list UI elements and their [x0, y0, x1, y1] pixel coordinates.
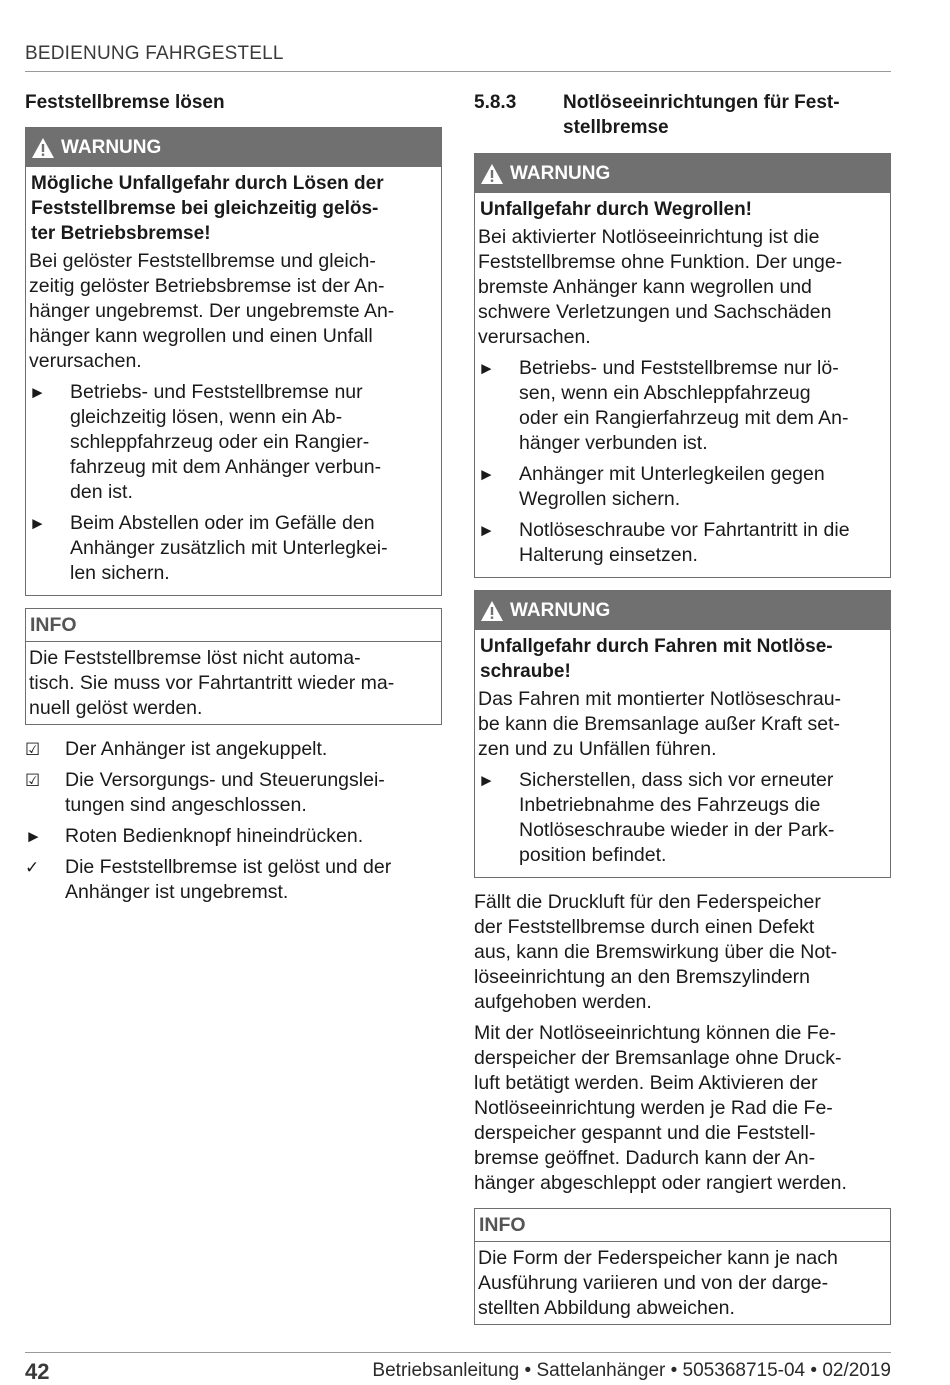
text-line: stellbremse: [563, 117, 669, 138]
warning-header: [26, 128, 441, 167]
warning-title: [26, 167, 441, 249]
text-line: aufgehoben werden.: [474, 991, 652, 1013]
page-header: [25, 43, 891, 72]
text-line: stellten Abbildung abweichen.: [478, 1297, 735, 1319]
text-line: tungen sind angeschlossen.: [65, 794, 307, 816]
info-box-left: [25, 608, 442, 725]
checkbox-checked-icon: ☑: [25, 740, 41, 759]
warning-bullet: [478, 768, 885, 868]
text-line: tisch. Sie muss vor Fahrtantritt wieder ma-: [29, 672, 395, 694]
warning-title-line: Feststellbremse bei gleichzeitig gelös-: [31, 198, 379, 219]
checkbox-checked-icon: ☑: [25, 771, 41, 790]
warning-body: [475, 225, 890, 577]
warning-box-right-1: [474, 153, 891, 578]
warning-title: [475, 193, 890, 225]
arrow-bullet-icon: ►: [478, 521, 495, 540]
arrow-bullet-icon: ►: [25, 827, 42, 846]
arrow-bullet-icon: ►: [29, 514, 46, 533]
text-line: verursachen.: [29, 350, 142, 372]
text-line: Halterung einsetzen.: [519, 544, 698, 566]
text-line: Notlöseeinrichtungen für Fest-: [563, 92, 840, 113]
text-line: schwere Verletzungen und Sachschäden: [478, 301, 832, 323]
header-title: BEDIENUNG FAHRGESTELL: [25, 43, 284, 64]
text-line: hänger abgeschleppt oder rangiert werden.: [474, 1172, 847, 1194]
warning-title-line: Unfallgefahr durch Fahren mit Notlöse-: [480, 636, 833, 657]
warning-box-right-2: [474, 590, 891, 878]
text-line: der Feststellbremse durch einen Defekt: [474, 916, 815, 938]
text-line: Betriebs- und Feststellbremse nur: [70, 381, 363, 403]
text-line: Roten Bedienknopf hineindrücken.: [65, 825, 364, 847]
text-line: Anhänger mit Unterlegkeilen gegen: [519, 463, 825, 485]
text-line: Betriebs- und Feststellbremse nur lö-: [519, 357, 839, 379]
text-line: den ist.: [70, 481, 133, 503]
step-item: [25, 855, 442, 905]
body-paragraph: [474, 1021, 891, 1196]
step-item: [25, 824, 442, 849]
info-label: INFO: [475, 1209, 890, 1242]
text-line: sen, wenn ein Abschleppfahrzeug: [519, 382, 811, 404]
warning-label: WARNUNG: [510, 162, 611, 184]
text-line: hänger kann wegrollen und einen Unfall: [29, 325, 373, 347]
warning-bullet: [29, 380, 436, 505]
text-line: Die Versorgungs- und Steuerungslei-: [65, 769, 385, 791]
text-line: Wegrollen sichern.: [519, 488, 681, 510]
warning-header: [475, 154, 890, 193]
text-line: luft betätigt werden. Beim Aktivieren der: [474, 1072, 818, 1094]
arrow-bullet-icon: ►: [478, 359, 495, 378]
warning-label: WARNUNG: [61, 136, 162, 158]
text-line: Anhänger zusätzlich mit Unterlegkei-: [70, 537, 388, 559]
info-label: INFO: [26, 609, 441, 642]
text-line: derspeicher der Bremsanlage ohne Druck-: [474, 1047, 842, 1069]
warning-bullet: [478, 356, 885, 456]
warning-title-line: Unfallgefahr durch Wegrollen!: [480, 199, 753, 220]
page-footer: [25, 1352, 891, 1384]
section-title-feststellbremse-loesen: Feststellbremse lösen: [25, 92, 225, 113]
text-line: Beim Abstellen oder im Gefälle den: [70, 512, 375, 534]
text-line: Der Anhänger ist angekuppelt.: [65, 738, 328, 760]
text-line: Die Form der Federspeicher kann je nach: [478, 1247, 838, 1269]
procedure-steps: [25, 737, 442, 905]
body-paragraph: [474, 890, 891, 1015]
text-line: aus, kann die Bremswirkung über die Not-: [474, 941, 838, 963]
text-line: Bei gelöster Feststellbremse und gleich-: [29, 250, 376, 272]
text-line: zen und zu Unfällen führen.: [478, 738, 717, 760]
left-column: [25, 90, 442, 911]
text-line: verursachen.: [478, 326, 591, 348]
text-line: bremste Anhänger kann wegrollen und: [478, 276, 812, 298]
text-line: hänger verbunden ist.: [519, 432, 708, 454]
info-text: [475, 1242, 890, 1324]
text-line: Feststellbremse ohne Funktion. Der unge-: [478, 251, 843, 273]
warning-title-line: Mögliche Unfallgefahr durch Lösen der: [31, 173, 384, 194]
text-line: position befindet.: [519, 844, 667, 866]
right-column: [474, 90, 891, 1337]
text-line: len sichern.: [70, 562, 170, 584]
text-line: hänger ungebremst. Der ungebremste An-: [29, 300, 395, 322]
text-line: löseeinrichtung an den Bremszylindern: [474, 966, 811, 988]
text-line: Anhänger ist ungebremst.: [65, 881, 289, 903]
warning-title-line: ter Betriebsbremse!: [31, 223, 211, 244]
warning-bullet: [478, 462, 885, 512]
warning-bullet: [29, 511, 436, 586]
warning-body: [26, 249, 441, 595]
info-text: [26, 642, 441, 724]
text-line: Notlöseeinrichtung werden je Rad die Fe-: [474, 1097, 833, 1119]
page-number: 42: [25, 1359, 50, 1384]
section-number: 5.8.3: [474, 92, 517, 113]
text-line: Inbetriebnahme des Fahrzeugs die: [519, 794, 821, 816]
section-title: [563, 90, 840, 140]
arrow-bullet-icon: ►: [29, 383, 46, 402]
text-line: be kann die Bremsanlage außer Kraft set-: [478, 713, 841, 735]
section-heading-5-8-3: [474, 90, 891, 140]
warning-text: [478, 687, 885, 762]
text-line: Mit der Notlöseeinrichtung können die Fe-: [474, 1022, 837, 1044]
warning-triangle-icon: [480, 600, 504, 622]
warning-triangle-icon: [31, 137, 55, 159]
warning-bullet: [478, 518, 885, 568]
warning-text: [29, 249, 436, 374]
text-line: bremse geöffnet. Dadurch kann der An-: [474, 1147, 816, 1169]
text-line: Notlöseschraube wieder in der Park-: [519, 819, 835, 841]
warning-body: [475, 687, 890, 877]
arrow-bullet-icon: ►: [478, 465, 495, 484]
step-item: [25, 737, 442, 762]
text-line: Bei aktivierter Notlöseeinrichtung ist die: [478, 226, 820, 248]
text-line: zeitig gelöster Betriebsbremse ist der An-: [29, 275, 385, 297]
text-line: fahrzeug mit dem Anhänger verbun-: [70, 456, 382, 478]
arrow-bullet-icon: ►: [478, 771, 495, 790]
text-line: Die Feststellbremse löst nicht automa-: [29, 647, 361, 669]
text-line: schleppfahrzeug oder ein Rangier-: [70, 431, 370, 453]
step-item: [25, 768, 442, 818]
text-line: Das Fahren mit montierter Notlöseschrau-: [478, 688, 842, 710]
text-line: derspeicher gespannt und die Feststell-: [474, 1122, 816, 1144]
warning-header: [475, 591, 890, 630]
warning-text: [478, 225, 885, 350]
warning-title-line: schraube!: [480, 661, 571, 682]
text-line: oder ein Rangierfahrzeug mit dem An-: [519, 407, 849, 429]
text-line: Fällt die Druckluft für den Federspeicher: [474, 891, 821, 913]
text-line: Sicherstellen, dass sich vor erneuter: [519, 769, 834, 791]
warning-label: WARNUNG: [510, 599, 611, 621]
footer-document-info: Betriebsanleitung • Sattelanhänger • 505368715-04 • 02/2019: [372, 1360, 891, 1381]
text-line: Die Feststellbremse ist gelöst und der: [65, 856, 392, 878]
text-line: nuell gelöst werden.: [29, 697, 203, 719]
info-box-right: [474, 1208, 891, 1325]
text-line: gleichzeitig lösen, wenn ein Ab-: [70, 406, 343, 428]
text-line: Notlöseschraube vor Fahrtantritt in die: [519, 519, 850, 541]
warning-title: [475, 630, 890, 687]
warning-triangle-icon: [480, 163, 504, 185]
text-line: Ausführung variieren und von der darge-: [478, 1272, 829, 1294]
warning-box-left: [25, 127, 442, 596]
checkmark-icon: ✓: [25, 858, 40, 877]
